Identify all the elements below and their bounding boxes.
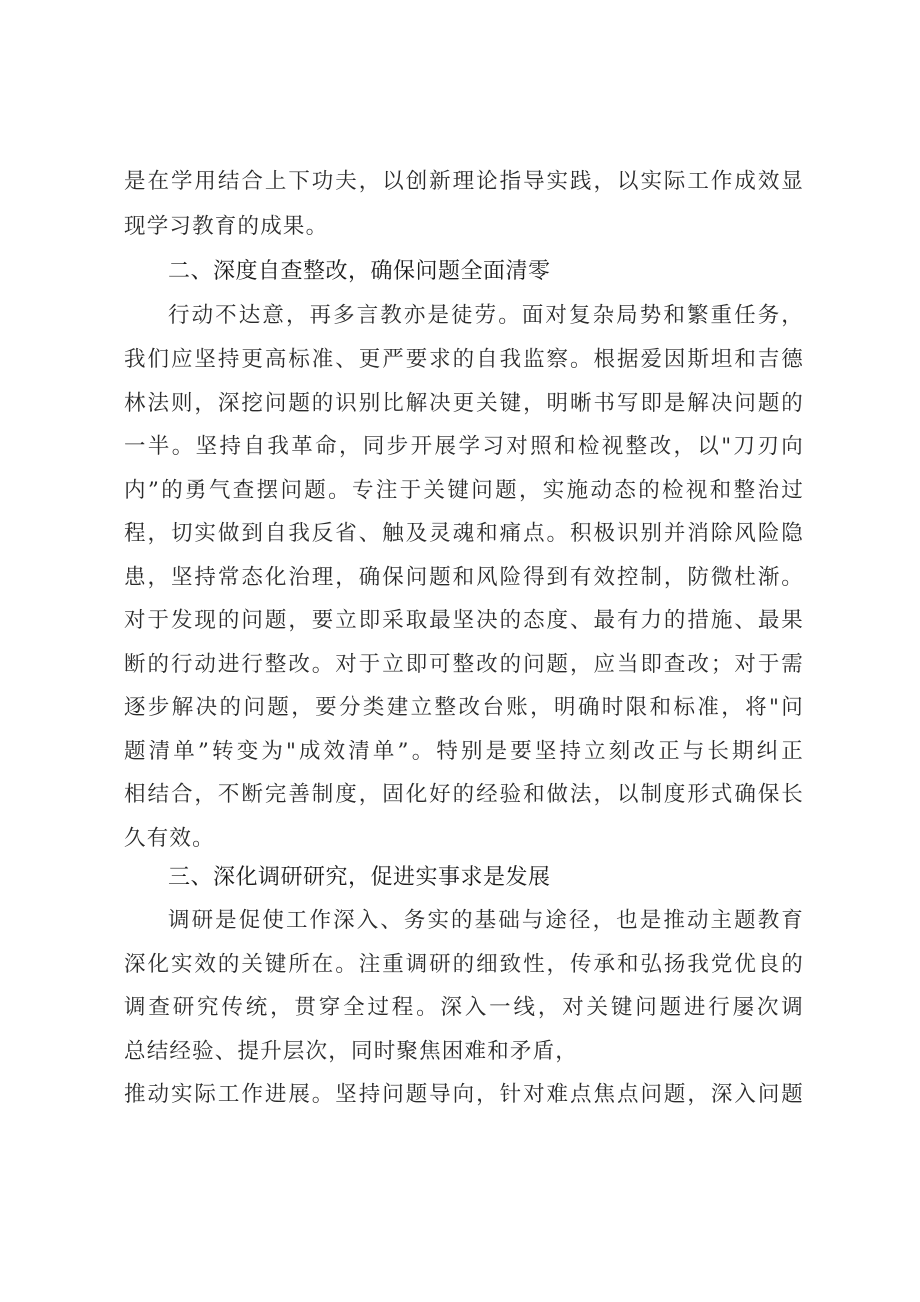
- body-text-line: 总结经验、提升层次，同时聚焦困难和矛盾，: [124, 1039, 579, 1064]
- body-text-line: 一半。坚持自我革命，同步开展学习对照和检视整改，以"刀刃向: [124, 434, 804, 459]
- body-text-line: 深化实效的关键所在。注重调研的细致性，传承和弘扬我党优良的: [124, 952, 804, 977]
- body-text-line: 调查研究传统，贯穿全过程。深入一线，对关键问题进行屡次调: [124, 995, 804, 1020]
- body-text-line: 逐步解决的问题，要分类建立整改台账，明确时限和标准，将"问: [124, 695, 804, 720]
- body-text-line: 现学习教育的成果。: [124, 214, 329, 239]
- section-heading-2: 二、深度自查整改，确保问题全面清零: [168, 259, 551, 284]
- section-heading-3: 三、深化调研研究，促进实事求是发展: [168, 865, 551, 890]
- body-text-line: 是在学用结合上下功夫，以创新理论指导实践，以实际工作成效显: [124, 169, 804, 194]
- body-text-line: 患，坚持常态化治理，确保问题和风险得到有效控制，防微杜渐。: [124, 565, 804, 590]
- body-text-line: 行动不达意，再多言教亦是徒劳。面对复杂局势和繁重任务，: [168, 303, 804, 328]
- body-text-line: 相结合，不断完善制度，固化好的经验和做法，以制度形式确保长: [124, 782, 804, 807]
- body-text-line: 我们应坚持更高标准、更严要求的自我监察。根据爱因斯坦和吉德: [124, 347, 804, 372]
- body-text-line: 久有效。: [124, 826, 215, 851]
- body-text-line: 对于发现的问题，要立即采取最坚决的态度、最有力的措施、最果: [124, 608, 804, 633]
- body-text-line: 调研是促使工作深入、务实的基础与途径，也是推动主题教育: [168, 908, 804, 933]
- body-text-line: 林法则，深挖问题的识别比解决更关键，明晰书写即是解决问题的: [124, 391, 804, 416]
- body-text-line: 内”的勇气查摆问题。专注于关键问题，实施动态的检视和整治过: [124, 478, 804, 503]
- body-text-line: 断的行动进行整改。对于立即可整改的问题，应当即查改；对于需: [124, 652, 804, 677]
- body-text-line: 推动实际工作进展。坚持问题导向，针对难点焦点问题，深入问题: [124, 1082, 804, 1107]
- body-text-line: 程，切实做到自我反省、触及灵魂和痛点。积极识别并消除风险隐: [124, 521, 804, 546]
- body-text-line: 题清单”转变为"成效清单”。特别是要坚持立刻改正与长期纠正: [124, 739, 804, 764]
